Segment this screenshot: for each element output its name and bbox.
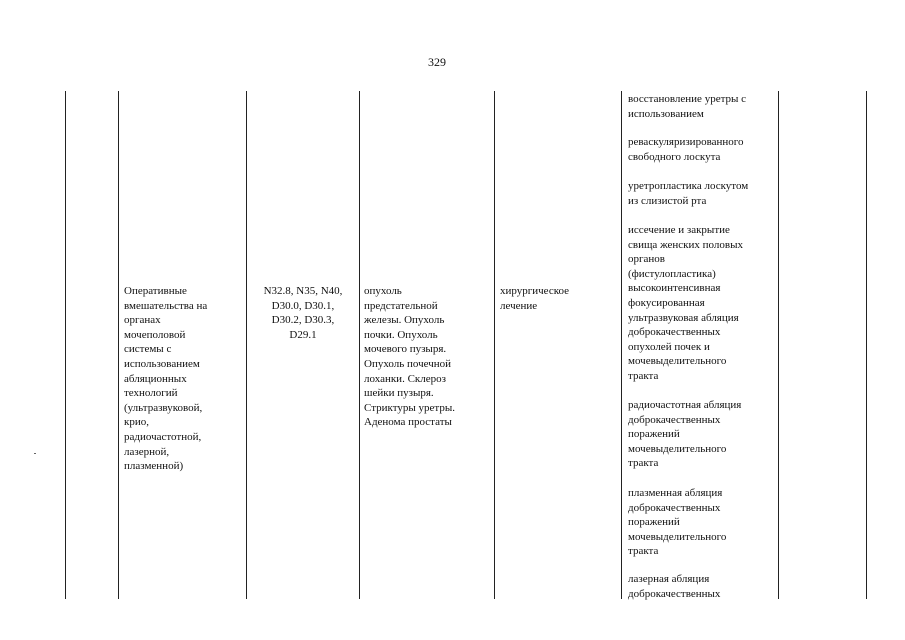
- method-item: радиочастотная абляция доброкачественных поражений мочевыделительного тракта: [628, 399, 742, 470]
- method-item: иссечение и закрытие свища женских половых органов (фистулопластика) высокоинтенсивная фокусированная ультразвуковая абляция доброкачественных опухолей почек и мочевыделительного тракта: [628, 224, 743, 382]
- section-name-cell: Оперативные вмешательства на органах мочеполовой системы с использованием абляционных технологий (ультразвуковой, крио, радиочастотной, лазерной, плазменной): [124, 285, 208, 473]
- scan-artifact: [34, 453, 36, 454]
- column-divider: [359, 91, 360, 599]
- method-item: лазерная абляция доброкачественных: [628, 573, 721, 600]
- column-divider: [118, 91, 119, 599]
- method-item: восстановление уретры с использованием: [628, 93, 747, 120]
- table-border-right: [866, 91, 867, 599]
- method-item: реваскуляризированного свободного лоскута: [628, 136, 744, 163]
- column-divider: [246, 91, 247, 599]
- diagnosis-cell: опухоль предстательной железы. Опухоль почки. Опухоль мочевого пузыря. Опухоль почечной лоханки. Склероз шейки пузыря. Стриктуры уретры. Аденома простаты: [364, 285, 455, 429]
- table-border-left: [65, 91, 66, 599]
- page-number: 329: [428, 55, 446, 69]
- column-divider: [621, 91, 622, 599]
- column-divider: [778, 91, 779, 599]
- icd-codes-cell: N32.8, N35, N40, D30.0, D30.1, D30.2, D30.3, D29.1: [263, 285, 343, 341]
- column-divider: [494, 91, 495, 599]
- treatment-type-cell: хирургическое лечение: [500, 285, 570, 312]
- method-item: плазменная абляция доброкачественных поражений мочевыделительного тракта: [628, 487, 727, 558]
- method-item: уретропластика лоскутом из слизистой рта: [628, 180, 749, 207]
